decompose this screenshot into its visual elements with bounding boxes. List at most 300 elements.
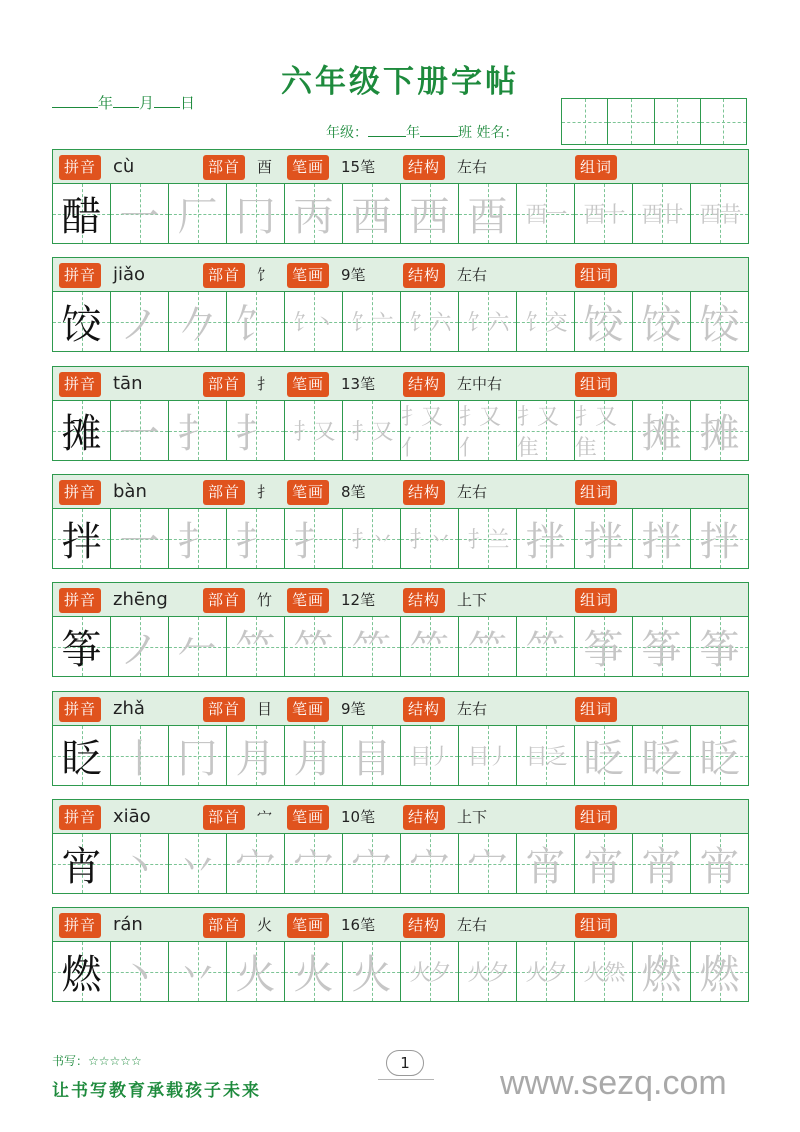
trace-stroke: 一 — [119, 519, 160, 565]
char-row — [52, 691, 749, 786]
structure-value: 上下 — [457, 591, 488, 609]
trace-cell[interactable] — [343, 509, 401, 568]
strokes-badge: 笔画 — [287, 155, 329, 180]
trace-stroke: 筝 — [583, 627, 624, 673]
trace-cell[interactable] — [575, 509, 633, 568]
trace-stroke: 酉 — [467, 194, 508, 240]
trace-stroke: 摊 — [641, 411, 682, 457]
char-row — [52, 799, 749, 894]
trace-stroke: 𠂉 — [177, 627, 218, 673]
trace-cell[interactable] — [459, 834, 517, 893]
strokes-badge: 笔画 — [287, 588, 329, 613]
trace-cell[interactable] — [343, 184, 401, 243]
trace-cell[interactable] — [517, 726, 575, 785]
trace-cell[interactable] — [111, 401, 169, 460]
trace-stroke: 𥫗 — [235, 627, 276, 673]
pinyin-badge: 拼音 — [59, 913, 101, 938]
trace-stroke: 宵 — [699, 844, 740, 890]
words-badge: 组词 — [575, 155, 617, 180]
trace-stroke: 筝 — [641, 627, 682, 673]
trace-stroke: 西 — [409, 194, 450, 240]
trace-cell[interactable] — [575, 942, 633, 1001]
trace-stroke: 火 — [235, 952, 276, 998]
pinyin-badge: 拼音 — [59, 697, 101, 722]
class-line — [326, 122, 518, 142]
trace-cell[interactable] — [227, 726, 285, 785]
grade-year-label: 年 — [406, 125, 420, 141]
trace-cell[interactable] — [169, 834, 227, 893]
trace-cell[interactable] — [111, 834, 169, 893]
trace-cell[interactable] — [575, 292, 633, 351]
trace-stroke: ⺮ — [525, 627, 566, 673]
strokes-badge: 笔画 — [287, 913, 329, 938]
trace-stroke: 扌兰 — [467, 528, 508, 553]
trace-cell[interactable] — [227, 184, 285, 243]
trace-cell[interactable] — [401, 509, 459, 568]
info-bar — [52, 691, 749, 726]
strokes-value: 9笔 — [341, 266, 366, 284]
trace-stroke: 扌又 — [351, 420, 392, 445]
trace-cell[interactable] — [459, 184, 517, 243]
pinyin-value: zhēng — [113, 589, 168, 610]
trace-stroke: 酉十 — [583, 203, 624, 228]
trace-stroke: 饣交 — [525, 311, 566, 336]
pinyin-value: rán — [113, 914, 143, 935]
trace-stroke: 𠂊 — [177, 302, 218, 348]
radical-value: 目 — [257, 700, 273, 718]
trace-stroke: 摊 — [699, 411, 740, 457]
trace-stroke: 拌 — [699, 519, 740, 565]
trace-stroke: 饣六 — [409, 311, 450, 336]
trace-stroke: 拌 — [583, 519, 624, 565]
radical-value: 宀 — [257, 808, 273, 826]
trace-stroke: 目丿 — [467, 745, 508, 770]
trace-stroke: 筝 — [699, 627, 740, 673]
trace-cell[interactable] — [691, 942, 748, 1001]
trace-cell[interactable] — [169, 184, 227, 243]
model-char: 饺 — [61, 302, 102, 348]
trace-cell[interactable] — [401, 942, 459, 1001]
trace-cell[interactable] — [459, 942, 517, 1001]
structure-badge: 结构 — [403, 805, 445, 830]
model-char-cell — [53, 401, 111, 460]
model-char: 眨 — [61, 736, 102, 782]
trace-stroke: 扌 — [177, 411, 218, 457]
trace-stroke: 饣亠 — [351, 311, 392, 336]
rating-stars: 书写：☆☆☆☆☆ — [52, 1054, 142, 1068]
trace-cell[interactable] — [227, 401, 285, 460]
trace-cell[interactable] — [517, 617, 575, 676]
info-bar — [52, 149, 749, 184]
trace-cell[interactable] — [459, 726, 517, 785]
structure-badge: 结构 — [403, 372, 445, 397]
trace-stroke: 扌又隹 — [517, 404, 558, 461]
info-bar — [52, 799, 749, 834]
trace-cell[interactable] — [227, 942, 285, 1001]
trace-stroke: 丶 — [119, 952, 160, 998]
strokes-value: 16笔 — [341, 916, 376, 934]
trace-stroke: ⺮ — [351, 627, 392, 673]
pinyin-value: jiǎo — [113, 264, 146, 285]
trace-cell[interactable] — [517, 292, 575, 351]
trace-cell[interactable] — [169, 292, 227, 351]
trace-stroke: 丨 — [119, 736, 160, 782]
model-char-cell — [53, 184, 111, 243]
pinyin-badge: 拼音 — [59, 480, 101, 505]
trace-stroke: 扌 — [235, 411, 276, 457]
trace-cell[interactable] — [227, 617, 285, 676]
trace-stroke: 扌丷 — [351, 528, 392, 553]
trace-stroke: 宵 — [583, 844, 624, 890]
name-label: 姓名： — [476, 125, 519, 141]
trace-cell[interactable] — [517, 834, 575, 893]
trace-stroke: 扌 — [235, 519, 276, 565]
radical-badge: 部首 — [203, 588, 245, 613]
strokes-value: 12笔 — [341, 591, 376, 609]
trace-cell[interactable] — [343, 401, 401, 460]
info-bar — [52, 907, 749, 942]
date-line — [52, 92, 195, 113]
month-blank[interactable] — [113, 94, 139, 108]
model-char-cell — [53, 834, 111, 893]
trace-stroke: 火夕 — [467, 961, 508, 986]
strokes-value: 15笔 — [341, 158, 376, 176]
trace-stroke: 酉昔 — [699, 203, 740, 228]
words-badge: 组词 — [575, 588, 617, 613]
practice-grid — [52, 616, 749, 677]
model-char-cell — [53, 617, 111, 676]
trace-stroke: 宀 — [235, 844, 276, 890]
practice-grid — [52, 725, 749, 786]
radical-value: 扌 — [257, 483, 273, 501]
radical-value: 扌 — [257, 375, 273, 393]
trace-cell[interactable] — [691, 292, 748, 351]
trace-stroke: 扌又 — [293, 420, 334, 445]
trace-stroke: 𥫗 — [293, 627, 334, 673]
pinyin-badge: 拼音 — [59, 588, 101, 613]
structure-value: 左右 — [457, 916, 488, 934]
trace-stroke: 扌又亻 — [459, 404, 500, 461]
structure-badge: 结构 — [403, 480, 445, 505]
trace-stroke: 火 — [351, 952, 392, 998]
trace-stroke: 西 — [351, 194, 392, 240]
trace-stroke: 火 — [293, 952, 334, 998]
words-badge: 组词 — [575, 263, 617, 288]
char-row — [52, 907, 749, 1002]
model-char-cell — [53, 942, 111, 1001]
date-month-label: 月 — [139, 94, 155, 112]
grade-label: 年级： — [326, 125, 368, 141]
strokes-value: 13笔 — [341, 375, 376, 393]
trace-cell[interactable] — [169, 509, 227, 568]
words-badge: 组词 — [575, 480, 617, 505]
trace-stroke: 厂 — [177, 194, 218, 240]
radical-value: 饣 — [257, 266, 273, 284]
trace-stroke: 丷 — [177, 844, 218, 890]
trace-cell[interactable] — [517, 184, 575, 243]
strokes-value: 10笔 — [341, 808, 376, 826]
radical-value: 火 — [257, 916, 273, 934]
trace-cell[interactable] — [633, 942, 691, 1001]
trace-cell[interactable] — [169, 401, 227, 460]
trace-stroke: 月 — [235, 736, 276, 782]
model-char: 拌 — [61, 519, 102, 565]
trace-cell[interactable] — [343, 617, 401, 676]
trace-stroke: ノ — [119, 627, 160, 673]
pinyin-value: xiāo — [113, 806, 151, 827]
trace-stroke: 饺 — [641, 302, 682, 348]
trace-stroke: 扌又隹 — [575, 404, 616, 461]
radical-badge: 部首 — [203, 372, 245, 397]
structure-badge: 结构 — [403, 155, 445, 180]
char-row — [52, 582, 749, 677]
trace-cell[interactable] — [517, 509, 575, 568]
trace-stroke: 月 — [293, 736, 334, 782]
trace-cell[interactable] — [633, 726, 691, 785]
strokes-badge: 笔画 — [287, 372, 329, 397]
model-char: 宵 — [61, 844, 102, 890]
trace-stroke: 冂 — [235, 194, 276, 240]
trace-cell[interactable] — [575, 401, 633, 460]
trace-stroke: 眨 — [699, 736, 740, 782]
char-row — [52, 474, 749, 569]
trace-cell[interactable] — [691, 834, 748, 893]
pinyin-value: zhǎ — [113, 698, 145, 719]
trace-stroke: ⺮ — [467, 627, 508, 673]
class-blank[interactable] — [420, 124, 458, 137]
trace-stroke: 眨 — [583, 736, 624, 782]
slogan: 让书写教育承载孩子未来 — [52, 1081, 261, 1101]
date-year-label: 年 — [98, 94, 114, 112]
trace-stroke: 饺 — [583, 302, 624, 348]
trace-cell[interactable] — [343, 942, 401, 1001]
practice-grid — [52, 183, 749, 244]
trace-cell[interactable] — [343, 834, 401, 893]
trace-stroke: 丶 — [119, 844, 160, 890]
trace-cell[interactable] — [343, 726, 401, 785]
char-row — [52, 366, 749, 461]
trace-stroke: 宀 — [409, 844, 450, 890]
radical-badge: 部首 — [203, 913, 245, 938]
trace-stroke: 火夕 — [409, 961, 450, 986]
trace-stroke: 饣丶 — [293, 311, 334, 336]
structure-badge: 结构 — [403, 697, 445, 722]
radical-badge: 部首 — [203, 480, 245, 505]
trace-cell[interactable] — [111, 617, 169, 676]
trace-stroke: 眨 — [641, 736, 682, 782]
trace-stroke: 冂 — [177, 736, 218, 782]
trace-stroke: 目 — [351, 736, 392, 782]
trace-cell[interactable] — [111, 726, 169, 785]
trace-cell[interactable] — [691, 401, 748, 460]
trace-cell[interactable] — [111, 184, 169, 243]
trace-cell[interactable] — [227, 509, 285, 568]
words-badge: 组词 — [575, 805, 617, 830]
info-bar — [52, 257, 749, 292]
trace-cell[interactable] — [691, 617, 748, 676]
trace-cell[interactable] — [633, 834, 691, 893]
structure-value: 左中右 — [457, 375, 503, 393]
trace-cell[interactable] — [401, 726, 459, 785]
model-char: 摊 — [61, 411, 102, 457]
words-badge: 组词 — [575, 913, 617, 938]
pinyin-value: cù — [113, 156, 135, 177]
structure-value: 左右 — [457, 266, 488, 284]
trace-stroke: 宀 — [351, 844, 392, 890]
trace-stroke: 火然 — [583, 961, 624, 986]
structure-badge: 结构 — [403, 588, 445, 613]
trace-cell[interactable] — [401, 401, 459, 460]
trace-stroke: 丷 — [177, 952, 218, 998]
trace-stroke: 目丿 — [409, 745, 450, 770]
structure-value: 左右 — [457, 483, 488, 501]
trace-cell[interactable] — [691, 509, 748, 568]
words-badge: 组词 — [575, 372, 617, 397]
trace-cell[interactable] — [633, 617, 691, 676]
trace-stroke: 宵 — [525, 844, 566, 890]
trace-stroke: 酉廿 — [641, 203, 682, 228]
trace-cell[interactable] — [691, 184, 748, 243]
info-bar — [52, 366, 749, 401]
trace-cell[interactable] — [111, 292, 169, 351]
trace-stroke: 目乏 — [525, 745, 566, 770]
trace-stroke: 宵 — [641, 844, 682, 890]
words-badge: 组词 — [575, 697, 617, 722]
radical-badge: 部首 — [203, 697, 245, 722]
trace-cell[interactable] — [111, 509, 169, 568]
trace-stroke: 宀 — [293, 844, 334, 890]
trace-cell[interactable] — [575, 834, 633, 893]
radical-value: 竹 — [257, 591, 273, 609]
trace-stroke: 燃 — [641, 952, 682, 998]
structure-value: 左右 — [457, 700, 488, 718]
structure-badge: 结构 — [403, 913, 445, 938]
trace-stroke: ⺮ — [409, 627, 450, 673]
structure-value: 上下 — [457, 808, 488, 826]
model-char: 醋 — [61, 194, 102, 240]
trace-stroke: 火夕 — [525, 961, 566, 986]
strokes-badge: 笔画 — [287, 697, 329, 722]
trace-stroke: 扌又亻 — [401, 404, 442, 461]
trace-stroke: 丙 — [293, 194, 334, 240]
pinyin-badge: 拼音 — [59, 155, 101, 180]
watermark: www.sezq.com — [500, 1064, 727, 1102]
trace-cell[interactable] — [169, 726, 227, 785]
trace-stroke: 一 — [119, 194, 160, 240]
trace-cell[interactable] — [459, 401, 517, 460]
char-row — [52, 149, 749, 244]
trace-stroke: 饣 — [235, 302, 276, 348]
trace-cell[interactable] — [633, 292, 691, 351]
trace-cell[interactable] — [285, 726, 343, 785]
trace-stroke: ノ — [119, 302, 160, 348]
radical-badge: 部首 — [203, 263, 245, 288]
strokes-value: 9笔 — [341, 700, 366, 718]
info-bar — [52, 474, 749, 509]
trace-cell[interactable] — [459, 292, 517, 351]
trace-cell[interactable] — [285, 834, 343, 893]
info-bar — [52, 582, 749, 617]
pinyin-value: bàn — [113, 481, 147, 502]
trace-cell[interactable] — [285, 184, 343, 243]
pinyin-value: tān — [113, 373, 143, 394]
trace-stroke: 拌 — [525, 519, 566, 565]
trace-cell[interactable] — [169, 942, 227, 1001]
strokes-badge: 笔画 — [287, 480, 329, 505]
trace-cell[interactable] — [169, 617, 227, 676]
day-blank[interactable] — [154, 94, 180, 108]
trace-cell[interactable] — [401, 184, 459, 243]
model-char-cell — [53, 726, 111, 785]
trace-stroke: 饺 — [699, 302, 740, 348]
model-char: 筝 — [61, 627, 102, 673]
name-grid[interactable] — [561, 98, 747, 145]
trace-stroke: 拌 — [641, 519, 682, 565]
pinyin-badge: 拼音 — [59, 805, 101, 830]
trace-cell[interactable] — [401, 617, 459, 676]
radical-badge: 部首 — [203, 155, 245, 180]
trace-cell[interactable] — [285, 292, 343, 351]
trace-cell[interactable] — [459, 617, 517, 676]
strokes-badge: 笔画 — [287, 805, 329, 830]
structure-value: 左右 — [457, 158, 488, 176]
practice-grid — [52, 941, 749, 1002]
practice-grid — [52, 508, 749, 569]
trace-cell[interactable] — [575, 726, 633, 785]
trace-stroke: 扌丷 — [409, 528, 450, 553]
trace-cell[interactable] — [227, 292, 285, 351]
practice-grid — [52, 833, 749, 894]
trace-cell[interactable] — [111, 942, 169, 1001]
class-label: 班 — [458, 125, 472, 141]
trace-cell[interactable] — [459, 509, 517, 568]
trace-cell[interactable] — [285, 509, 343, 568]
trace-cell[interactable] — [285, 942, 343, 1001]
trace-cell[interactable] — [285, 401, 343, 460]
page-title: 六年级下册字帖 — [281, 64, 519, 100]
grade-blank[interactable] — [368, 124, 406, 137]
trace-cell[interactable] — [575, 184, 633, 243]
year-blank[interactable] — [52, 94, 98, 108]
trace-cell[interactable] — [401, 292, 459, 351]
trace-cell[interactable] — [633, 184, 691, 243]
trace-cell[interactable] — [633, 401, 691, 460]
trace-cell[interactable] — [691, 726, 748, 785]
trace-cell[interactable] — [575, 617, 633, 676]
trace-stroke: 扌 — [293, 519, 334, 565]
model-char-cell — [53, 292, 111, 351]
trace-stroke: 一 — [119, 411, 160, 457]
trace-cell[interactable] — [633, 509, 691, 568]
trace-stroke: 扌 — [177, 519, 218, 565]
trace-cell[interactable] — [401, 834, 459, 893]
trace-cell[interactable] — [517, 942, 575, 1001]
trace-cell[interactable] — [517, 401, 575, 460]
model-char: 燃 — [61, 952, 102, 998]
practice-grid — [52, 291, 749, 352]
page-number: 1 — [386, 1050, 424, 1076]
trace-stroke: 饣六 — [467, 311, 508, 336]
radical-value: 酉 — [257, 158, 273, 176]
trace-cell[interactable] — [227, 834, 285, 893]
structure-badge: 结构 — [403, 263, 445, 288]
trace-cell[interactable] — [343, 292, 401, 351]
char-row — [52, 257, 749, 352]
trace-cell[interactable] — [285, 617, 343, 676]
trace-stroke: 酉一 — [525, 203, 566, 228]
radical-badge: 部首 — [203, 805, 245, 830]
model-char-cell — [53, 509, 111, 568]
